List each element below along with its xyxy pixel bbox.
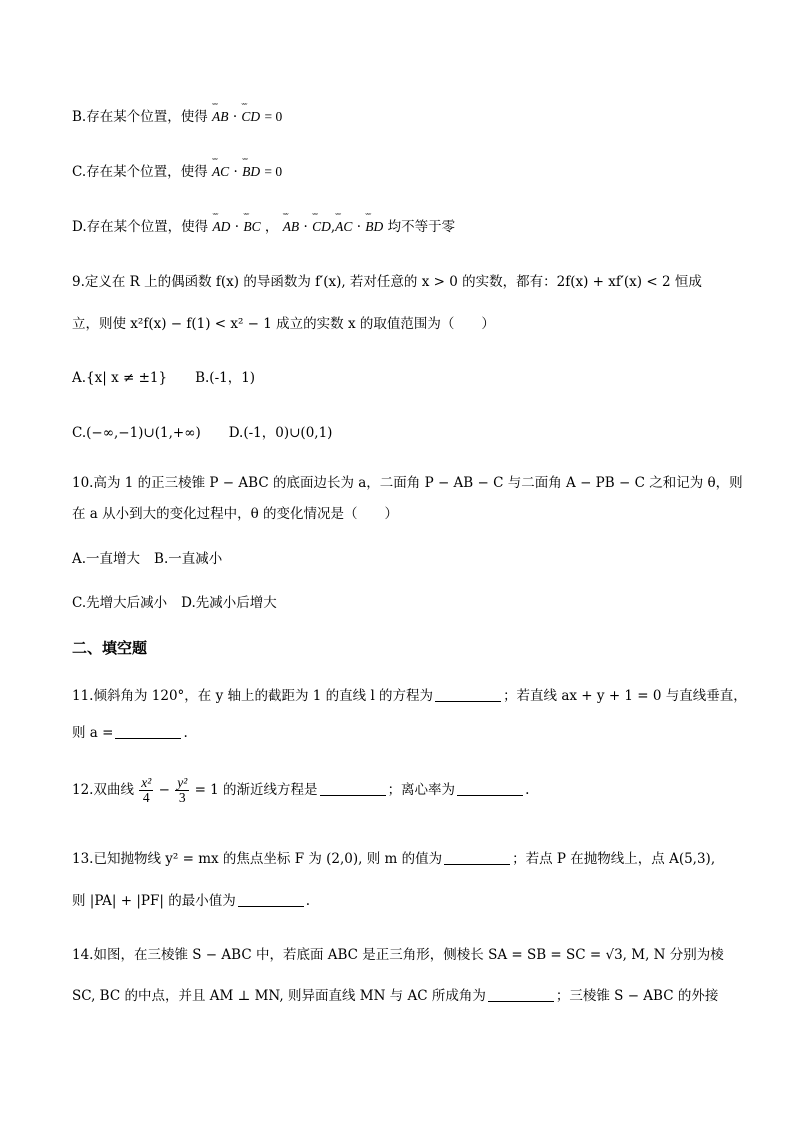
- fraction-y2-over-3: [175, 776, 189, 805]
- answer-blank[interactable]: [457, 781, 523, 796]
- vector-ab: ˇˇˇ AB: [283, 216, 300, 238]
- vector-cd: ˇˇˇ CD: [312, 216, 331, 238]
- q11-text-c: 则 a =: [72, 725, 114, 741]
- fraction-denominator: 3: [178, 790, 186, 805]
- q10-option-a: A.一直增大: [72, 551, 141, 567]
- q13-stem-line1: [72, 848, 715, 870]
- q10-stem-line1: 10.高为 1 的正三棱锥 P − ABC 的底面边长为 a，二面角 P − AB − C 与二面角 A − PB − C 之和记为 θ，则: [72, 475, 743, 491]
- fraction-numerator: x²: [141, 775, 152, 790]
- q10-option-c: C.先增大后减小: [72, 595, 168, 611]
- q10-option-b: B.一直减小: [154, 551, 223, 567]
- vector-bc: ˇˇˇ BC: [243, 216, 260, 238]
- q10-options-row2: [72, 592, 277, 614]
- q13-stem-line2: [72, 890, 310, 912]
- answer-blank[interactable]: [435, 687, 501, 702]
- fraction-x2-over-4: [139, 776, 153, 805]
- q8-option-d-tail: 均不等于零: [387, 219, 456, 235]
- comma: ,: [330, 219, 336, 235]
- q8-option-c-tail: = 0: [264, 164, 283, 179]
- vector-ad: ˇˇˇ AD: [212, 216, 230, 238]
- q8-option-b: [72, 106, 282, 128]
- answer-blank[interactable]: [488, 987, 554, 1002]
- answer-blank[interactable]: [444, 850, 510, 865]
- q9-options-row1: [72, 367, 255, 389]
- q12-stem: [72, 775, 529, 805]
- q11-text-d: .: [183, 725, 188, 741]
- q14-stem-line2: [72, 985, 718, 1007]
- q11-stem-line1: [72, 685, 747, 707]
- q9-option-d: D.(-1，0)∪(0,1): [228, 425, 333, 441]
- q8-option-b-text: B.存在某个位置，使得: [72, 109, 208, 125]
- vector-bd: ˇˇˇ BD: [242, 161, 260, 183]
- q14-stem-line1: 14.如图，在三棱锥 S − ABC 中，若底面 ABC 是正三角形，侧棱长 SA = SB = SC = √3, M, N 分别为棱: [72, 947, 724, 963]
- vector-ac: ˇˇˇ AC: [212, 161, 229, 183]
- q10-options-row1: [72, 548, 222, 570]
- vector-cd: ˇˇˇ CD: [241, 106, 260, 128]
- answer-blank[interactable]: [238, 892, 304, 907]
- dot-op: ·: [234, 219, 240, 235]
- q13-text-d: .: [305, 893, 311, 909]
- q9-options-row2: [72, 422, 332, 444]
- q9-option-b: B.(-1，1): [195, 370, 256, 386]
- q9-option-a: A.{x| x ≠ ±1}: [72, 370, 168, 386]
- q8-option-c-text: C.存在某个位置，使得: [72, 164, 208, 180]
- q14-text-b: ；三棱锥 S − ABC 的外接: [555, 988, 719, 1004]
- q12-text-end: .: [525, 782, 530, 798]
- q10-stem-line2: 在 a 从小到大的变化过程中，θ 的变化情况是（ ）: [72, 506, 399, 522]
- q12-text-mid: ；离心率为: [387, 782, 456, 798]
- q8-option-d: [72, 216, 455, 238]
- fraction-denominator: 4: [142, 790, 150, 805]
- q9-option-c: C.(−∞,−1)∪(1,+∞): [72, 425, 201, 441]
- q12-text-eq: = 1 的渐近线方程是: [194, 782, 318, 798]
- q8-option-c: [72, 161, 282, 183]
- comma: ，: [264, 219, 279, 235]
- q9-stem-line2: 立，则使 x²f(x) − f(1) < x² − 1 成立的实数 x 的取值范围为（ ）: [72, 316, 495, 332]
- q11-text-b: ；若直线 ax + y + 1 = 0 与直线垂直，: [503, 688, 747, 704]
- q13-text-c: 则 |PA| + |PF| 的最小值为: [72, 893, 236, 909]
- dot-op: ·: [356, 219, 361, 235]
- dot-op: ·: [233, 164, 238, 180]
- answer-blank[interactable]: [115, 724, 181, 739]
- vector-ac: ˇˇˇ AC: [335, 216, 352, 238]
- q11-stem-line2: [72, 722, 188, 744]
- minus-op: −: [158, 782, 170, 798]
- vector-ab: ˇˇˇ AB: [212, 106, 229, 128]
- dot-op: ·: [232, 109, 238, 125]
- q13-text-b: ；若点 P 在抛物线上，点 A(5,3),: [512, 851, 716, 867]
- q14-text-a: SC, BC 的中点，并且 AM ⊥ MN, 则异面直线 MN 与 AC 所成角为: [72, 988, 486, 1004]
- q13-text-a: 13.已知抛物线 y² = mx 的焦点坐标 F 为 (2,0), 则 m 的值为: [72, 851, 443, 867]
- q11-text-a: 11.倾斜角为 120°，在 y 轴上的截距为 1 的直线 l 的方程为: [72, 688, 434, 704]
- q10-option-d: D.先减小后增大: [181, 595, 277, 611]
- q8-option-d-text: D.存在某个位置，使得: [72, 219, 209, 235]
- vector-bd: ˇˇˇ BD: [365, 216, 383, 238]
- q9-stem-line1: 9.定义在 R 上的偶函数 f(x) 的导函数为 f′(x), 若对任意的 x > 0 的实数，都有：2f(x) + xf′(x) < 2 恒成: [72, 274, 702, 290]
- fraction-numerator: y²: [177, 775, 188, 790]
- q8-option-b-tail: = 0: [264, 109, 283, 124]
- q12-text-prefix: 12.双曲线: [72, 782, 134, 798]
- section-title-fill-in: 二、填空题: [72, 639, 148, 657]
- dot-op: ·: [303, 219, 308, 235]
- answer-blank[interactable]: [320, 781, 386, 796]
